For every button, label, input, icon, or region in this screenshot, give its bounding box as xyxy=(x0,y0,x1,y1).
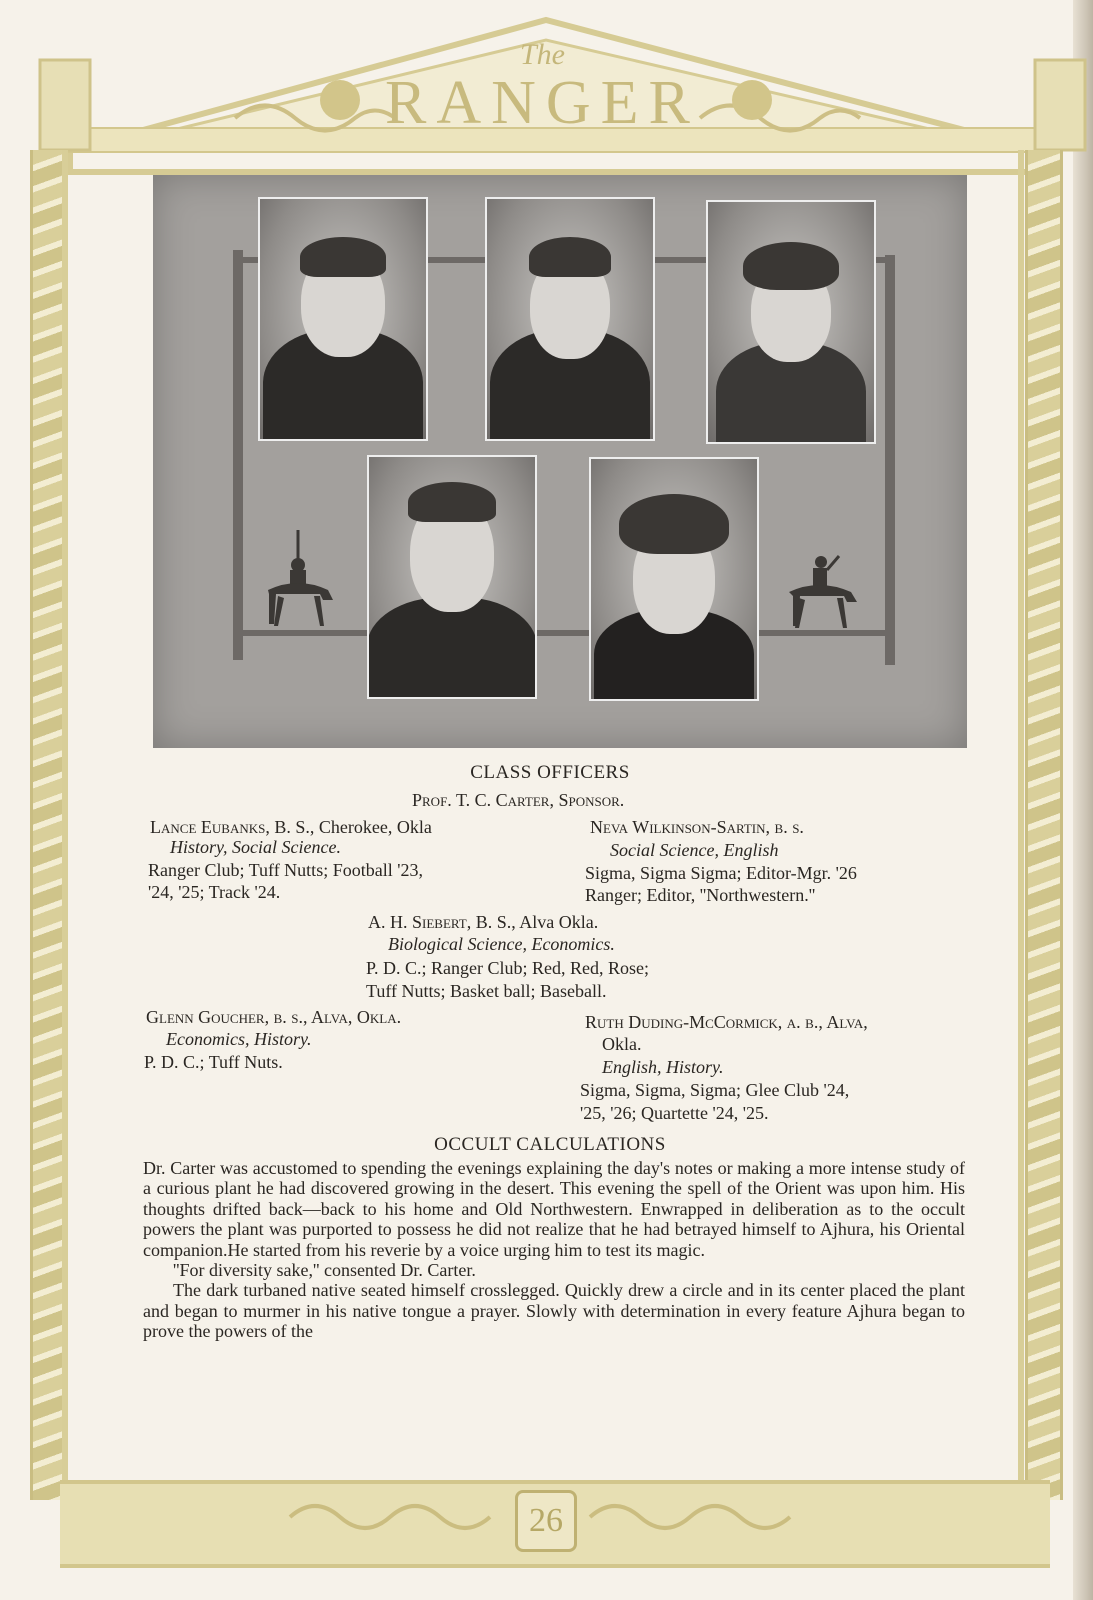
left-rail xyxy=(233,250,243,660)
right-rope-column xyxy=(1025,150,1063,1500)
class-officers-photo xyxy=(153,175,967,748)
goucher-entry xyxy=(146,1007,401,1027)
siebert-name: A. H. Siebert xyxy=(368,912,467,932)
goucher-fields: Economics, History. xyxy=(166,1029,312,1049)
goucher-name: Glenn Goucher xyxy=(146,1007,265,1027)
story-paragraph-2: ''For diversity sake,'' consented Dr. Carter. xyxy=(173,1260,476,1281)
goucher-activities-1: P. D. C.; Tuff Nuts. xyxy=(144,1052,283,1072)
wilkinson-activities-2: Ranger; Editor, ''Northwestern.'' xyxy=(585,885,816,905)
portrait-wilkinson-sartin xyxy=(706,200,876,444)
portrait-siebert xyxy=(485,197,655,441)
eubanks-name: Lance Eubanks xyxy=(150,817,266,837)
duding-details-2: Okla. xyxy=(602,1034,642,1054)
portrait-eubanks xyxy=(258,197,428,441)
wilkinson-entry xyxy=(590,817,804,837)
siebert-fields: Biological Science, Economics. xyxy=(388,934,615,954)
wilkinson-details: , b. s. xyxy=(765,817,804,837)
left-frame-line xyxy=(62,150,68,1480)
right-frame-line xyxy=(1018,150,1024,1480)
knight-rider-silhouette xyxy=(258,530,338,630)
siebert-entry xyxy=(368,912,598,932)
eubanks-activities-1: Ranger Club; Tuff Nutts; Football '23, xyxy=(148,860,423,880)
story-body xyxy=(143,1158,965,1342)
page-number: 26 xyxy=(515,1490,577,1552)
eubanks-fields: History, Social Science. xyxy=(170,837,341,857)
cowboy-rider-silhouette xyxy=(783,550,863,635)
duding-activities-2: '25, '26; Quartette '24, '25. xyxy=(580,1103,769,1123)
eubanks-activities-2: '24, '25; Track '24. xyxy=(148,882,281,902)
sponsor-line: Prof. T. C. Carter, Sponsor. xyxy=(412,790,625,810)
siebert-details: , B. S., Alva Okla. xyxy=(466,912,599,932)
goucher-details: , b. s., Alva, Okla. xyxy=(264,1007,402,1027)
story-heading: OCCULT CALCULATIONS xyxy=(434,1134,666,1155)
class-officers-heading: CLASS OFFICERS xyxy=(470,762,630,783)
story-paragraph-1: Dr. Carter was accustomed to spending the evenings explaining the day's notes or making a more intense study of a curious plant he had discovered growing in the desert. This evening the spell of the Orient was upon him. His thoughts drifted back—back to his home and Old Northwestern. Enwrapped in deliberation as to the occult powers the plant was purported to possess he did not realize that he had betrayed himself to Ajhura, his Oriental companion.He started from his reverie by a voice urging him to test its magic. xyxy=(143,1158,965,1260)
wilkinson-activities-1: Sigma, Sigma Sigma; Editor-Mgr. '26 xyxy=(585,863,857,883)
eubanks-details: , B. S., Cherokee, Okla xyxy=(265,817,432,837)
duding-name: Ruth Duding-McCormick xyxy=(585,1012,778,1032)
portrait-goucher xyxy=(367,455,537,699)
right-rail xyxy=(885,255,895,665)
siebert-activities-1: P. D. C.; Ranger Club; Red, Red, Rose; xyxy=(366,958,649,978)
duding-fields: English, History. xyxy=(602,1057,724,1077)
eubanks-entry xyxy=(150,817,432,837)
header-title: RANGER xyxy=(385,69,700,137)
header-the: The xyxy=(520,38,565,71)
duding-entry xyxy=(585,1012,868,1032)
siebert-activities-2: Tuff Nutts; Basket ball; Baseball. xyxy=(366,981,607,1001)
story-paragraph-3: The dark turbaned native seated himself crosslegged. Quickly drew a circle and in its center placed the plant and began to murmer in his native tongue a prayer. Slowly with determination in every feature Ajhura began to prove the powers of the xyxy=(143,1280,965,1342)
duding-details: , a. b., Alva, xyxy=(777,1012,868,1032)
portrait-duding-mccormick xyxy=(589,457,759,701)
duding-activities-1: Sigma, Sigma, Sigma; Glee Club '24, xyxy=(580,1080,850,1100)
wilkinson-name: Neva Wilkinson-Sartin xyxy=(590,817,766,837)
adjacent-page-edge xyxy=(1073,0,1093,1600)
wilkinson-fields: Social Science, English xyxy=(610,840,779,860)
